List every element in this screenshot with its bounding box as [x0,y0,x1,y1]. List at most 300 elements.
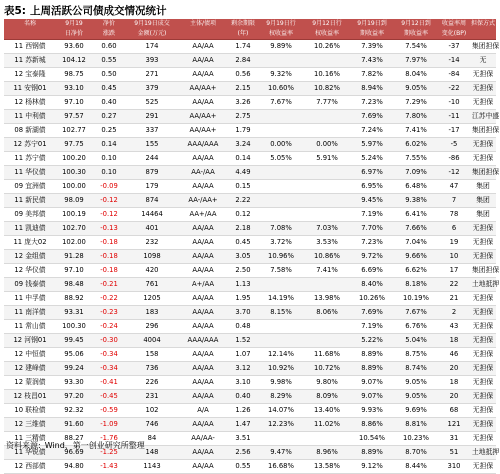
table-cell: 12 西部债 [4,460,56,474]
table-cell: 7.04% [394,236,438,250]
table-cell: -0.18 [92,236,126,250]
table-cell: 9.45% [350,194,394,208]
table-cell: -0.30 [92,334,126,348]
table-cell: 6.95% [350,180,394,194]
table-cell: 92.32 [56,404,92,418]
table-cell: 11.68% [304,348,350,362]
table-cell: 7.66% [394,222,438,236]
table-cell: 31 [438,432,470,446]
table-cell: 10.19% [394,292,438,306]
table-cell: 8.74% [394,362,438,376]
table-cell: 5.97% [350,138,394,152]
table-cell: 291 [126,110,178,124]
table-cell: 1.74 [228,40,258,54]
table-cell: 226 [126,376,178,390]
table-cell: 0.00% [304,138,350,152]
table-row [4,362,496,376]
table-cell: -37 [438,40,470,54]
table-row [4,250,496,264]
table-cell: 19 [438,236,470,250]
table-cell [258,124,304,138]
table-cell: 8.09% [304,390,350,404]
table-cell: 8.18% [394,278,438,292]
table-cell: 7.82% [350,68,394,82]
table-cell: 6.48% [394,180,438,194]
table-cell: 无 [470,54,496,68]
table-cell: 无担保 [470,96,496,110]
table-row [4,306,496,320]
table-cell: AA-/AA+ [178,194,228,208]
table-cell: 93.31 [56,306,92,320]
column-header: 9月12日行 [304,19,350,29]
table-cell: -0.45 [92,390,126,404]
table-cell: AA/AA [178,348,228,362]
header-row-2 [4,29,496,40]
table-cell: 11 新民债 [4,194,56,208]
table-cell: 0.40 [228,390,258,404]
table-cell: 8.89% [350,446,394,460]
table-cell: 20 [438,390,470,404]
table-cell: AA/AA [178,460,228,474]
table-cell: 6 [438,222,470,236]
table-cell: 1.26 [228,404,258,418]
table-cell: 7.58% [258,264,304,278]
table-cell: 08 新湖债 [4,124,56,138]
table-cell: 无担保 [470,362,496,376]
table-row [4,348,496,362]
table-cell: 337 [126,124,178,138]
table-cell: 11 安钢01 [4,82,56,96]
table-cell: 18 [438,376,470,390]
table-cell: 102 [126,404,178,418]
table-cell: 无担保 [470,222,496,236]
table-cell: 93.60 [56,40,92,54]
table-cell: 1143 [126,460,178,474]
table-cell: 7.70% [350,222,394,236]
table-caption: 上周活跃公司债成交情况统计 [30,5,167,17]
table-cell: AA/AA [178,54,228,68]
table-cell: 集团担保 [470,40,496,54]
table-cell: -0.21 [92,278,126,292]
table-cell: 集团 [470,194,496,208]
table-cell: 无担保 [470,236,496,250]
column-header: 9月12日到 [394,19,438,29]
table-row [4,138,496,152]
table-cell: -0.24 [92,320,126,334]
table-cell: AA/AA [178,222,228,236]
table-cell: -10 [438,96,470,110]
table-cell: 1.52 [228,334,258,348]
table-cell: 5.91% [304,152,350,166]
table-cell: -0.41 [92,376,126,390]
table-cell: 10.26% [304,40,350,54]
table-cell: 100.30 [56,320,92,334]
table-row [4,40,496,54]
table-cell: 879 [126,166,178,180]
table-cell: 100.19 [56,208,92,222]
table-cell: 0.14 [92,138,126,152]
table-cell: 0.45 [228,236,258,250]
table-row [4,54,496,68]
table-cell: AA/AA [178,320,228,334]
table-cell: 183 [126,306,178,320]
table-cell: 231 [126,390,178,404]
table-cell: AA+/AA [178,208,228,222]
table-cell [304,208,350,222]
table-cell: AA/AA [178,96,228,110]
table-cell: 310 [438,460,470,474]
table-cell [304,166,350,180]
table-cell: 401 [126,222,178,236]
column-header-sub: 金额(万元) [126,29,178,40]
source-note [6,440,496,454]
table-cell: 12 杨林债 [4,96,56,110]
table-cell [258,320,304,334]
table-cell: 14.19% [258,292,304,306]
table-row [4,278,496,292]
table-cell: 174 [126,40,178,54]
table-cell: AA/AA [178,152,228,166]
table-row [4,334,496,348]
table-cell: 97.10 [56,264,92,278]
table-cell: 9.05% [394,390,438,404]
table-cell: 11 庞大02 [4,236,56,250]
table-cell: A/A [178,404,228,418]
table-cell: -84 [438,68,470,82]
table-cell: 8.70% [394,446,438,460]
table-cell [258,278,304,292]
bond-trading-table [4,19,500,474]
table-cell: 761 [126,278,178,292]
table-cell: AA/AA [178,180,228,194]
column-header-sub: 权收益率 [304,29,350,40]
table-cell: -22 [438,82,470,96]
table-cell: AAA/AAA [178,138,228,152]
table-cell: 0.27 [92,110,126,124]
table-cell: 0.10 [92,152,126,166]
table-row [4,236,496,250]
table-cell: 土地抵押 [470,278,496,292]
table-cell: 8.06% [304,306,350,320]
table-cell: 江苏中盛 [470,110,496,124]
table-cell: AA/AA [178,306,228,320]
table-row [4,460,496,474]
table-cell: 9.93% [350,404,394,418]
table-cell: 无担保 [470,404,496,418]
column-header-sub [178,29,228,40]
table-cell: 无担保 [470,292,496,306]
column-header: 主体/债项 [178,19,228,29]
table-title [4,3,496,17]
table-cell: AA/AA [178,446,228,460]
table-cell: 8.89% [350,348,394,362]
table-cell: 10.16% [304,68,350,82]
table-cell: 100.00 [56,180,92,194]
table-cell: 3.05 [228,250,258,264]
table-cell: 179 [126,180,178,194]
table-cell [258,54,304,68]
table-cell: -0.34 [92,348,126,362]
table-cell: 12 枝昌01 [4,390,56,404]
table-cell: 9.32% [258,68,304,82]
table-cell: 9.05% [394,376,438,390]
table-cell: 11 中利债 [4,110,56,124]
table-cell: 102.70 [56,222,92,236]
table-cell: 无担保 [470,432,496,446]
table-cell: 7.55% [394,152,438,166]
table-cell: 102.77 [56,124,92,138]
table-cell: 13.58% [304,460,350,474]
table-cell: 0.14 [228,152,258,166]
table-cell: 10.23% [394,432,438,446]
table-cell: 2.75 [228,110,258,124]
table-cell: 0.00% [258,138,304,152]
table-cell [258,334,304,348]
table-cell: 3.12 [228,362,258,376]
table-cell: 09 钱泰债 [4,278,56,292]
table-row [4,68,496,82]
table-cell: 94.80 [56,460,92,474]
table-cell: 6.76% [394,320,438,334]
table-row [4,124,496,138]
table-cell: -0.22 [92,292,126,306]
table-cell [258,110,304,124]
table-cell: 8.04% [394,68,438,82]
table-cell [304,320,350,334]
column-header: 剩余期限 [228,19,258,29]
table-cell: AA/AA [178,68,228,82]
table-cell: 0.56 [228,68,258,82]
table-cell: 0.55 [92,54,126,68]
table-cell: 无担保 [470,334,496,348]
table-cell: 集团担保 [470,166,496,180]
table-cell: 420 [126,264,178,278]
table-cell: 8.89% [350,362,394,376]
table-cell: 7.69% [350,306,394,320]
table-cell: 1.79 [228,124,258,138]
table-cell: 11 凯迪债 [4,222,56,236]
table-cell: 3.24 [228,138,258,152]
table-cell: 4.49 [228,166,258,180]
table-row [4,180,496,194]
table-cell: -0.59 [92,404,126,418]
table-cell: 12 中恒债 [4,348,56,362]
table-cell: 9.72% [350,250,394,264]
table-cell [304,110,350,124]
table-cell: 7.08% [258,222,304,236]
table-cell: 88.27 [56,432,92,446]
table-cell: 7.19% [350,320,394,334]
table-cell: 91.28 [56,250,92,264]
table-cell: 7.19% [350,208,394,222]
table-row [4,264,496,278]
table-cell: 393 [126,54,178,68]
table-cell: 97.10 [56,96,92,110]
table-cell: 100.20 [56,152,92,166]
table-cell: 96.69 [56,446,92,460]
table-cell: 7.77% [304,96,350,110]
table-cell: 3.53% [304,236,350,250]
table-cell: 97.20 [56,390,92,404]
table-cell: 11 苏宁债 [4,152,56,166]
table-cell: 土地抵押 [470,446,496,460]
column-header-sub: 变化(BP) [438,29,470,40]
table-cell: AA/AA- [178,432,228,446]
table-cell: 736 [126,362,178,376]
table-cell: 10.60% [258,82,304,96]
table-cell: 525 [126,96,178,110]
table-row [4,292,496,306]
table-cell: 158 [126,348,178,362]
table-cell [304,54,350,68]
table-row [4,82,496,96]
table-cell: -5 [438,138,470,152]
table-cell: 3.70 [228,306,258,320]
table-cell [304,278,350,292]
source-label: 资料来源: [6,441,41,450]
table-cell: 无担保 [470,418,496,432]
table-cell: 7.54% [394,40,438,54]
table-cell: 7.03% [304,222,350,236]
table-cell: 0.25 [92,124,126,138]
table-cell: 0.12 [228,208,258,222]
table-cell: 104.12 [56,54,92,68]
table-cell: 13.98% [304,292,350,306]
table-cell: 20 [438,362,470,376]
column-header-sub: 涨跌 [92,29,126,40]
table-cell [304,334,350,348]
table-cell: 3.51 [228,432,258,446]
table-cell: AA/AA [178,250,228,264]
table-cell: -0.18 [92,264,126,278]
table-cell: -0.12 [92,208,126,222]
table-cell: 21 [438,292,470,306]
table-cell: 1205 [126,292,178,306]
table-cell: 0.40 [92,96,126,110]
table-cell: 9.98% [258,376,304,390]
table-cell: 148 [126,446,178,460]
table-cell: 296 [126,320,178,334]
column-header: 担保方式 [470,20,495,27]
table-cell: 6.41% [394,208,438,222]
table-cell: 09 美邦债 [4,208,56,222]
column-header-sub: 期收益率 [350,29,394,40]
table-row [4,110,496,124]
table-cell: 97.57 [56,110,92,124]
table-cell: 9.66% [394,250,438,264]
table-cell: 10.26% [350,292,394,306]
table-cell: 51 [438,446,470,460]
table-cell: 47 [438,180,470,194]
table-cell: 无担保 [470,460,496,474]
table-cell: 12 建峰债 [4,362,56,376]
table-cell: 10.54% [350,432,394,446]
table-cell: 7.67% [258,96,304,110]
table-cell: 11 西钢债 [4,40,56,54]
table-cell: 9.47% [258,446,304,460]
table-cell: 102.00 [56,236,92,250]
table-cell: AA/AA [178,236,228,250]
table-cell: -86 [438,152,470,166]
table-cell: 1.13 [228,278,258,292]
table-cell: 6.97% [350,166,394,180]
table-cell: 0.10 [92,166,126,180]
table-cell: -0.12 [92,194,126,208]
table-cell: AA/AA [178,362,228,376]
table-cell: AA-/AA [178,166,228,180]
table-cell: 10.72% [304,362,350,376]
table-cell: -0.23 [92,306,126,320]
table-cell: -11 [438,110,470,124]
table-cell: 5.24% [350,152,394,166]
table-cell [258,180,304,194]
table-cell: 95.06 [56,348,92,362]
table-cell: 无担保 [470,82,496,96]
table-cell: 7.41% [394,124,438,138]
table-cell: 3.26 [228,96,258,110]
table-cell: -1.43 [92,460,126,474]
table-row [4,320,496,334]
table-cell: 0.50 [92,68,126,82]
table-cell: 2.15 [228,82,258,96]
table-cell: 3.10 [228,376,258,390]
table-cell: 98.75 [56,68,92,82]
table-cell: AAA/AAA [178,334,228,348]
table-cell: -14 [438,54,470,68]
table-cell: 874 [126,194,178,208]
table-cell: 0.48 [228,320,258,334]
table-cell: 4004 [126,334,178,348]
table-row [4,376,496,390]
table-cell: -17 [438,124,470,138]
table-cell: 12 金组债 [4,250,56,264]
table-cell: 100.30 [56,166,92,180]
table-body [4,40,500,474]
table-cell: 11 华仪债 [4,166,56,180]
table-cell [258,208,304,222]
table-cell: 93.10 [56,82,92,96]
table-cell: 2.50 [228,264,258,278]
table-cell: AA/AA+ [178,124,228,138]
table-cell: 9.38% [394,194,438,208]
table-cell: 11.02% [304,418,350,432]
table-cell: 无担保 [470,306,496,320]
table-cell: -1.25 [92,446,126,460]
table-cell: 11 三精债 [4,432,56,446]
table-cell: 13.40% [304,404,350,418]
table-cell: AA/AA+ [178,110,228,124]
table-cell: 379 [126,82,178,96]
table-cell: AA/AA [178,390,228,404]
table-cell [258,166,304,180]
table-cell: -0.18 [92,250,126,264]
table-cell: AA/AA+ [178,82,228,96]
table-cell: 2 [438,306,470,320]
table-cell [304,194,350,208]
table-cell: 7.09% [394,166,438,180]
table-cell: 8.75% [394,348,438,362]
table-cell: 10.96% [258,250,304,264]
table-cell: 6.62% [394,264,438,278]
table-cell: 18 [438,334,470,348]
table-cell: 16.68% [258,460,304,474]
table-cell: 8.44% [394,460,438,474]
table-cell [258,194,304,208]
table-cell: 7.80% [394,110,438,124]
column-header: 名称 [4,19,56,29]
table-cell: 8.40% [350,278,394,292]
table-cell: 0.45 [92,82,126,96]
